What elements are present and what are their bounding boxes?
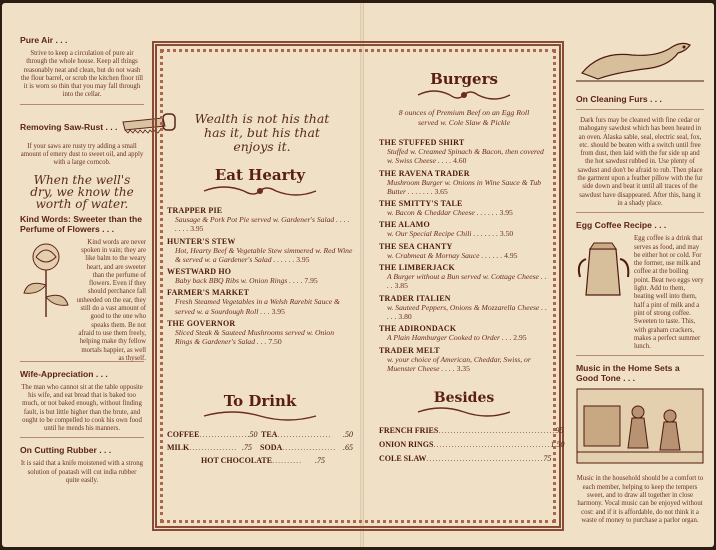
kind-words-text: Kind words are never spoken in vain; they are like balm to the weary heart, and are sweeter than the perfume of flowers. Even if they should perchance fall unheeded on the ear, they still do a vast amount of good to the one who speaks them. Be not afraid to use them freely, helping make thy fellow mortals happier, as well as thyself.	[76, 238, 146, 362]
item-name: THE GOVERNOR	[167, 319, 236, 329]
item-description: A Burger without a Bun served w. Cottage Cheese . . . . 3.85	[387, 272, 547, 291]
side-name: COLE SLAW	[379, 454, 427, 464]
eat-hearty-list	[167, 206, 353, 347]
rose-icon	[20, 239, 74, 324]
side-price: 95	[555, 426, 564, 436]
drink-row: HOT CHOCOLATE .......... .75	[201, 455, 325, 465]
drink-name: SODA	[260, 442, 283, 452]
item-price: 7.95	[304, 276, 318, 286]
besides-list	[379, 426, 565, 464]
left-menu-panel	[157, 46, 363, 526]
drink-price: .65	[343, 442, 353, 452]
flourish-ornament	[200, 410, 320, 422]
item-description: Mushroom Burger w. Onions in Wine Sauce & Tub Butter . . . . . . . 3.65	[387, 177, 541, 196]
drink-name: TEA	[261, 429, 278, 439]
item-desc-text: Mushroom Burger w. Onions in Wine Sauce & Tub Butter	[387, 177, 541, 196]
side-row: FRENCH FRIES ....................................... 95	[379, 426, 564, 436]
item-price: 3.35	[456, 363, 470, 373]
item-description: A Plain Hamburger Cooked to Order . . . 2.95	[387, 333, 527, 343]
menu-item	[167, 206, 353, 234]
wife-appreciation-title: Wife-Appreciation . . .	[20, 368, 108, 379]
item-price: 3.50	[499, 229, 514, 239]
drink-name: MILK	[167, 442, 190, 452]
divider	[576, 109, 704, 110]
pure-air-text: Strive to keep a circulation of pure air through the whole house. Keep all things reasonably neat and clean, but do not wash the flour barrel, or scrub the kitchen floor till it is worn so thin that you may fall through into the cellar.	[20, 50, 144, 99]
item-desc-text: Baby back BBQ Ribs w. Onion Rings	[175, 276, 288, 286]
menu-item	[167, 319, 353, 347]
egg-coffee-text: Egg coffee is a drink that serves as food, and may be either hot or cold. For the former, use milk and coffee at the boiling point. Beat two eggs very light. Add to them, beating well into them, half a pint of milk and a pint of strong coffee. Sweeten to taste. This, with graham crackers, makes a perfect summer lunch.	[634, 235, 704, 351]
item-description: w. Sauteed Peppers, Onions & Mozzarella Cheese . . . . . 3.80	[387, 302, 547, 321]
divider	[576, 355, 704, 356]
menu-item	[379, 242, 549, 260]
item-description: Fresh Steamed Vegetables in a Welsh Rarebit Sauce & served w. a Sourdough Roll . . . 3.95	[175, 297, 340, 316]
item-desc-text: w. Crabmeat & Mornay Sauce	[387, 250, 480, 260]
item-price: 4.60	[453, 156, 467, 166]
item-desc-text: A Burger without a Bun served w. Cottage Cheese	[387, 272, 539, 282]
item-price: 2.95	[513, 333, 527, 343]
to-drink-title: To Drink	[223, 391, 297, 410]
parlor-music-icon	[576, 388, 704, 469]
coffee-pot-icon	[576, 235, 630, 351]
item-price: 3.95	[499, 208, 513, 218]
drink-row: SODA .................. .65	[260, 442, 353, 452]
item-desc-text: w. your choice of American, Cheddar, Swiss, or Muenster Cheese	[387, 354, 531, 373]
drink-price: .75	[315, 455, 325, 465]
side-name: FRENCH FRIES	[379, 426, 439, 436]
right-menu-panel	[369, 46, 565, 526]
pure-air-title: Pure Air . . .	[20, 35, 68, 45]
wealth-quote: Wealth is not his that has it, but his that enjoys it.	[194, 111, 330, 154]
menu-item	[379, 346, 549, 374]
well-quote: When the well's dry, we know the worth of water.	[30, 172, 134, 211]
item-price: 3.65	[434, 186, 448, 196]
item-name: THE ADIRONDACK	[379, 324, 457, 334]
menu-item	[379, 294, 549, 322]
menu-item	[167, 237, 353, 265]
menu-item	[379, 263, 549, 291]
item-desc-text: Hot, Hearty Beef & Vegetable Stew simmered w. Red Wine & served w. a Gardener's Salad	[175, 245, 353, 264]
item-price: 3.85	[394, 281, 408, 291]
item-description: Hot, Hearty Beef & Vegetable Stew simmered w. Red Wine & served w. a Gardener's Salad . . . . . . 3.95	[175, 245, 353, 264]
left-tips-column	[14, 3, 150, 547]
divider	[20, 104, 144, 105]
item-name: HUNTER'S STEW	[167, 236, 236, 246]
cutting-rubber-title: On Cutting Rubber . . .	[20, 445, 112, 456]
item-price: 7.50	[268, 337, 282, 347]
menu-item	[379, 138, 549, 166]
burgers-intro: 8 ounces of Premium Beef on an Egg Roll served w. Cole Slaw & Pickle	[398, 108, 530, 127]
side-name: ONION RINGS	[379, 440, 434, 450]
divider	[576, 212, 704, 213]
item-name: TRAPPER PIE	[167, 206, 223, 215]
item-description: w. Our Special Recipe Chili . . . . . . . 3.50	[387, 229, 514, 239]
menu-item	[379, 199, 549, 217]
burgers-list	[379, 138, 549, 373]
item-price: 4.95	[504, 250, 518, 260]
item-desc-text: w. Sauteed Peppers, Onions & Mozzarella Cheese	[387, 302, 540, 312]
item-desc-text: A Plain Hamburger Cooked to Order	[387, 333, 500, 343]
flourish-ornament	[414, 88, 514, 102]
item-name: TRADER ITALIEN	[379, 293, 451, 303]
menu-item	[379, 169, 549, 197]
item-desc-text: Fresh Steamed Vegetables in a Welsh Rarebit Sauce & served w. a Sourdough Roll	[175, 297, 340, 316]
eat-hearty-title: Eat Hearty	[214, 166, 306, 184]
item-name: THE ALAMO	[379, 220, 430, 230]
item-desc-text: w. Bacon & Cheddar Cheese	[387, 208, 475, 218]
drink-name: HOT CHOCOLATE	[201, 455, 273, 465]
menu-frame	[152, 41, 564, 531]
menu-item	[167, 267, 353, 285]
item-price: 3.80	[398, 311, 412, 321]
item-description: w. Crabmeat & Mornay Sauce . . . . . . 4.95	[387, 250, 518, 260]
item-price: 3.95	[190, 224, 204, 234]
drink-name: COFFEE	[167, 429, 200, 439]
saw-rust-text: If your saws are rusty try adding a small amount of emery dust to sweet oil, and apply with a large corncob.	[20, 142, 144, 167]
drink-price: .50	[247, 429, 258, 439]
cutting-rubber-text: It is said that a knife moistened with a strong solution of poatash will cut india rubber quite easily.	[20, 460, 144, 485]
item-desc-text: Stuffed w. Creamed Spinach & Bacon, then covered w. Swiss Cheese	[387, 147, 544, 166]
menu-item	[379, 220, 549, 238]
menu-spread	[2, 3, 714, 547]
drink-price: .75	[242, 442, 253, 452]
item-price: 3.95	[296, 254, 310, 264]
item-price: 3.95	[271, 306, 285, 316]
drink-row: MILK ................ .75	[167, 442, 253, 452]
flourish-ornament	[200, 184, 320, 198]
item-name: THE STUFFED SHIRT	[379, 138, 465, 147]
besides-title: Besides	[433, 390, 495, 407]
music-home-title: Music in the Home Sets a Good Tone . . .	[576, 363, 680, 384]
drink-row: COFFEE ................ .50	[167, 429, 258, 439]
drinks-list	[167, 430, 353, 465]
item-description: Sliced Steak & Sauteed Mushrooms served w. Onion Rings & Gardener's Salad . . . 7.50	[175, 328, 335, 347]
menu-item	[167, 288, 353, 316]
cleaning-furs-text: Dark furs may be cleaned with fine cedar or mahogany sawdust which has been heated in an oven. Alaska sable, seal, electric seal, fox, etc. should be beaten with a switch until free from dust, then laid with the fur side up and the hot sawdust rubbed in. Use plenty of sawdust and don't be afraid to rub. Then place the garment upon a feather pillow with the fur side down and beat it until all traces of the sawdust have disappeared. After this, hang it in a shady place.	[577, 117, 703, 207]
item-name: THE LIMBERJACK	[379, 263, 455, 273]
right-tips-column	[570, 3, 710, 547]
item-name: FARMER'S MARKET	[167, 288, 250, 298]
kind-words-title: Kind Words: Sweeter than the Perfume of Flowers . . .	[20, 213, 143, 234]
menu-item	[379, 324, 549, 342]
item-description: Baby back BBQ Ribs w. Onion Rings . . . . 7.95	[175, 276, 318, 286]
saw-rust-title: Removing Saw-Rust . . .	[20, 122, 118, 133]
item-description: Sausage & Pork Pot Pie served w. Gardener's Salad . . . . . . . . 3.95	[175, 215, 350, 234]
flourish-ornament	[414, 406, 514, 418]
item-description: Stuffed w. Creamed Spinach & Bacon, then covered w. Swiss Cheese . . . . 4.60	[387, 147, 544, 166]
side-row: ONION RINGS ....................................... 1.50	[379, 440, 565, 450]
music-home-text: Music in the household should be a comfort to each member, helping to keep the tempers sweet, and to draw all together in close harmony. Vocal music can be enjoyed without cost: and if it is affordable, do not think it a waste of money to purchase a parlor organ.	[576, 475, 704, 524]
item-name: THE SMITTY'S TALE	[379, 199, 463, 209]
drink-price: .50	[343, 429, 353, 439]
cleaning-furs-title: On Cleaning Furs . . .	[576, 94, 662, 104]
wife-appreciation-text: The man who cannot sit at the table opposite his wife, and eat bread that is baked too much, or not baked enough, without finding fault, is but little higher than the brute, and ought to be compelled to cook his own food until he mends his manners.	[21, 383, 143, 433]
item-name: TRADER MELT	[379, 345, 440, 355]
item-description: w. your choice of American, Cheddar, Swiss, or Muenster Cheese . . . . 3.35	[387, 354, 531, 373]
item-description: w. Bacon & Cheddar Cheese . . . . . . 3.95	[387, 208, 513, 218]
item-name: WESTWARD HO	[167, 267, 232, 277]
item-desc-text: Sliced Steak & Sauteed Mushrooms served w. Onion Rings & Gardener's Salad	[175, 328, 335, 347]
drink-row: TEA .................. .50	[261, 429, 353, 439]
weasel-icon	[576, 33, 704, 90]
side-row: COLE SLAW ....................................... 75	[379, 454, 552, 464]
item-name: THE RAVENA TRADER	[379, 168, 470, 178]
burgers-title: Burgers	[430, 70, 498, 88]
side-price: 1.50	[550, 440, 565, 450]
item-desc-text: w. Our Special Recipe Chili	[387, 229, 472, 239]
item-desc-text: Sausage & Pork Pot Pie served w. Gardener's Salad	[175, 215, 335, 224]
item-name: THE SEA CHANTY	[379, 241, 453, 251]
egg-coffee-title: Egg Coffee Recipe . . .	[576, 220, 667, 231]
side-price: 75	[543, 454, 552, 464]
divider	[20, 437, 144, 438]
